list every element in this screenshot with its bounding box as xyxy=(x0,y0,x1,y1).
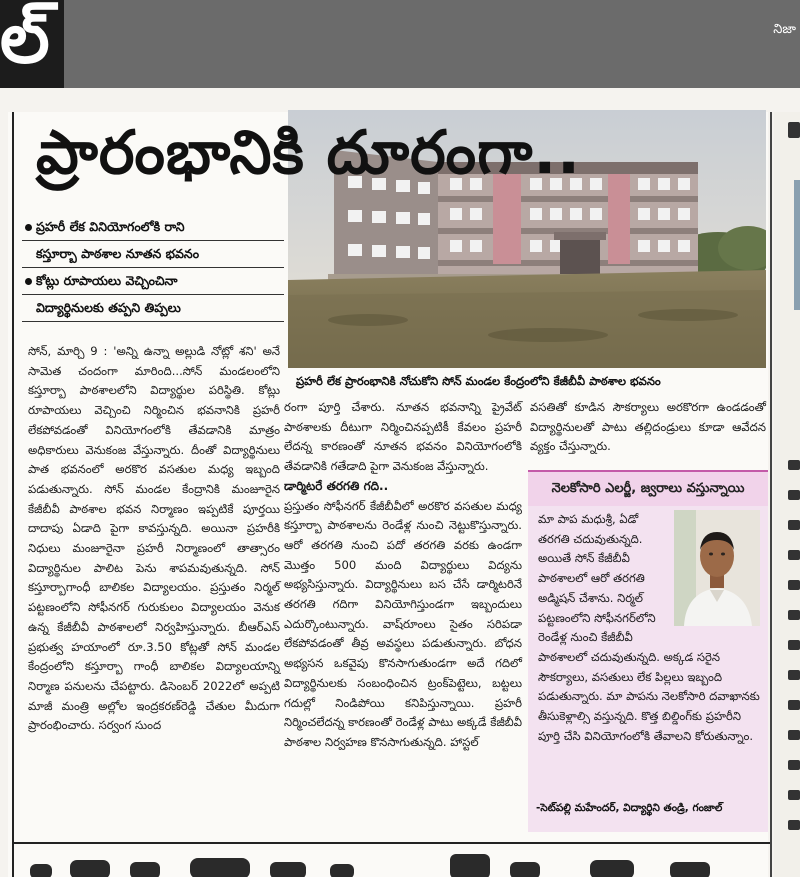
body-text: వసతితో కూడిన సౌకర్యాలు అరకొరగా ఉండడంతో విద్యార్థినులతో పాటు తల్లిదండ్రులు కూడా ఆవేదన వ్యక్తం చేస్తున్నారు. xyxy=(530,400,766,454)
quote-box-body xyxy=(538,510,760,746)
adjacent-text-fragment xyxy=(788,670,800,680)
quote-text: మా పాప మధుశ్రీ, ఏడో తరగతి చదువుతున్నది. అయితే సోన్ కేజీబీవీ పాఠశాలలో ఆరో తరగతి అడ్మిషన్ చేశాను. నిర్మల్ పట్టణంలోని సోఫీనగర్‌లోని రెండేళ్ల నుంచి కేజీబీవీ పాఠశాలలో చదువుతున్నది. అక్కడ సరైన సౌకర్యాలు, వసతులు లేక పిల్లలు ఇబ్బంది పడుతున్నారు. మా పాపను నెలకోసారి దవాఖానకు తీసుకెళ్లాల్సి వస్తున్నది. కొత్త బిల్డింగ్‌కు ప్రహరీని పూర్తి చేసి వినియోగంలోకి తేవాలని కోరుతున్నాం. xyxy=(538,512,760,743)
adjacent-text-fragment xyxy=(788,790,800,800)
adjacent-photo xyxy=(794,180,800,310)
body-text: ప్రస్తుతం సోఫీనగర్ కేజీబీవీలో అరకొర వసతుల మధ్య కస్తూర్బా పాఠశాలను రెండేళ్ల నుంచి నెట్టుకొస్తున్నారు. ఆరో తరగతి నుంచి పదో తరగతి వరకు ఉండగా మొత్తం 500 మంది విద్యార్థులు విద్యను అభ్యసిస్తున్నారు. విద్యార్థినులు బస చేసే డార్మిటరినే తరగతి గదిగా వినియోగిస్తుండగా ఇబ్బందులు ఎదుర్కొంటున్నారు. వాష్‌రూంలు సైతం సరిపడా లేకపోవడంతో తీవ్ర అవస్థలు పడుతున్నారు. బోధన అభ్యసన ఒకవైపు కొనసాగుతుండగా అదే గదిలో విద్యార్థినులకు సంబంధించిన ట్రంక్‌పెట్టెలు, బట్టలు గదుల్లో నిండిపోయి కనిపిస్తున్నాయి. ప్రహరీ నిర్మించలేదన్న కారణంతో రెండేళ్ల పాటు అక్కడే కేజీబీవీ పాఠశాల నిర్వహణ కొనసాగుతున్నది. హాస్టల్ xyxy=(284,498,522,749)
adjacent-text-fragment xyxy=(788,700,800,710)
adjacent-text-fragment xyxy=(788,460,800,470)
masthead-right-text: నిజా xyxy=(773,22,796,37)
cropped-headline-shapes xyxy=(30,850,750,877)
article-column-3 xyxy=(530,398,766,457)
deck-line: విద్యార్థినులకు తప్పని తిప్పలు xyxy=(22,295,284,322)
body-text: రంగా పూర్తి చేశారు. నూతన భవనాన్ని ప్రైవేట్ పాఠశాలకు దీటుగా నిర్మించినప్పటికీ కేవలం ప్రహరీ లేదన్న కారణంతో నూతన భవనం వినియోగంలోకి తేవడానికి గతేడాది పైగా వెనుకంజ వేస్తున్నారు. xyxy=(284,400,522,474)
photo-caption: ప్రహరీ లేక ప్రారంభానికి నోచుకోని సోన్ మండల కేంద్రంలోని కేజీబీవీ పాఠశాల భవనం xyxy=(296,374,661,388)
logo-glyph: ల్ xyxy=(0,0,50,79)
masthead-bar xyxy=(0,0,800,88)
quote-attribution: -సెట్‌పల్లి మహేందర్, విద్యార్థిని తండ్రి, గంజాల్ xyxy=(536,802,723,814)
adjacent-text-fragment xyxy=(788,550,800,560)
quote-box xyxy=(528,470,768,832)
adjacent-text-fragment xyxy=(788,580,800,590)
adjacent-text-fragment xyxy=(788,760,800,770)
adjacent-headline-fragment xyxy=(788,122,800,138)
next-article-headline-fragment xyxy=(30,848,750,877)
deck-line: కోట్లు రూపాయలు వెచ్చించినా xyxy=(22,268,284,295)
adjacent-text-fragment xyxy=(788,520,800,530)
adjacent-text-fragment xyxy=(788,820,800,830)
quote-box-title: నెలకోసారి ఎలర్జీ, జ్వరాలు వస్తున్నాయి xyxy=(528,470,768,506)
adjacent-text-fragment xyxy=(788,490,800,500)
portrait-illustration xyxy=(674,510,760,626)
right-column-rule xyxy=(770,112,772,877)
deck-line: కస్తూర్బా పాఠశాల నూతన భవనం xyxy=(22,241,284,268)
adjacent-text-fragment xyxy=(788,610,800,620)
parent-portrait xyxy=(674,510,760,626)
adjacent-text-fragment xyxy=(788,640,800,650)
left-column-rule xyxy=(12,112,14,877)
body-text: సోన్, మార్చి 9 : 'అన్ని ఉన్నా అల్లుడి నోట్లో శని' అనే సామెత చందంగా మారింది...సోన్ మండలంలోని కస్తూర్బా పాఠశాలలోని విద్యార్థుల పరిస్థితి. కోట్లు రూపాయలు వెచ్చించి నిర్మించిన భవనానికి ప్రహరీ లేకపోవడంతో వినియోగంలోకి తేవడానికి మాత్రం అధికారులు వెనుకంజ వేస్తున్నారు. దీంతో విద్యార్థినులు పాత భవనంలో అరకొర వసతుల మధ్య ఇబ్బంది పడుతున్నారు. సోన్ మండల కేంద్రానికి మంజూరైన కేజీబీవీ పాఠశాల భవన నిర్మాణం ఇప్పటికే పూర్తయి దాదాపు ఏడాది పైగా కావస్తున్నది. అయినా ప్రహరీకి నిధులు మంజూరైనా ప్రహరీ నిర్మాణంలో తాత్సారం విద్యార్థినుల పాలిట పెను శాపమవుతున్నది. సోన్ కస్తూర్బాగాంధీ బాలికల విద్యాలయం. ప్రస్తుతం నిర్మల్ పట్టణంలోని సోఫీనగర్ గురుకులం విద్యాలయం వెనుక ఉన్న కేజీబీవీ పాఠశాలలో నిర్వహిస్తున్నారు. బీఆర్ఎస్ ప్రభుత్వ హయాంలో రూ.3.50 కోట్లతో సోన్ మండల కేంద్రంలోని కస్తూర్బా గాంధీ బాలికల విద్యాలయాన్ని నిర్మాణ పనులను చేపట్టారు. డిసెంబర్ 2022లో అప్పటి మాజీ మంత్రి అల్లోల ఇంద్రకరణ్‌రెడ్డి చేతుల మీదుగా ప్రారంభించారు. సర్వంగ సుంద xyxy=(28,344,280,733)
section-subhead: డార్మిటరే తరగతి గది.. xyxy=(284,478,389,493)
article-column-2 xyxy=(284,398,522,753)
newspaper-logo xyxy=(0,0,64,88)
section-divider xyxy=(14,842,770,844)
sub-headline-deck xyxy=(22,214,284,322)
page-title: ప్రారంభానికి దూరంగా.. xyxy=(36,118,581,188)
deck-line: ప్రహరీ లేక వినియోగంలోకి రాని xyxy=(22,214,284,241)
article-column-1 xyxy=(28,342,280,736)
adjacent-text-fragment xyxy=(788,730,800,740)
